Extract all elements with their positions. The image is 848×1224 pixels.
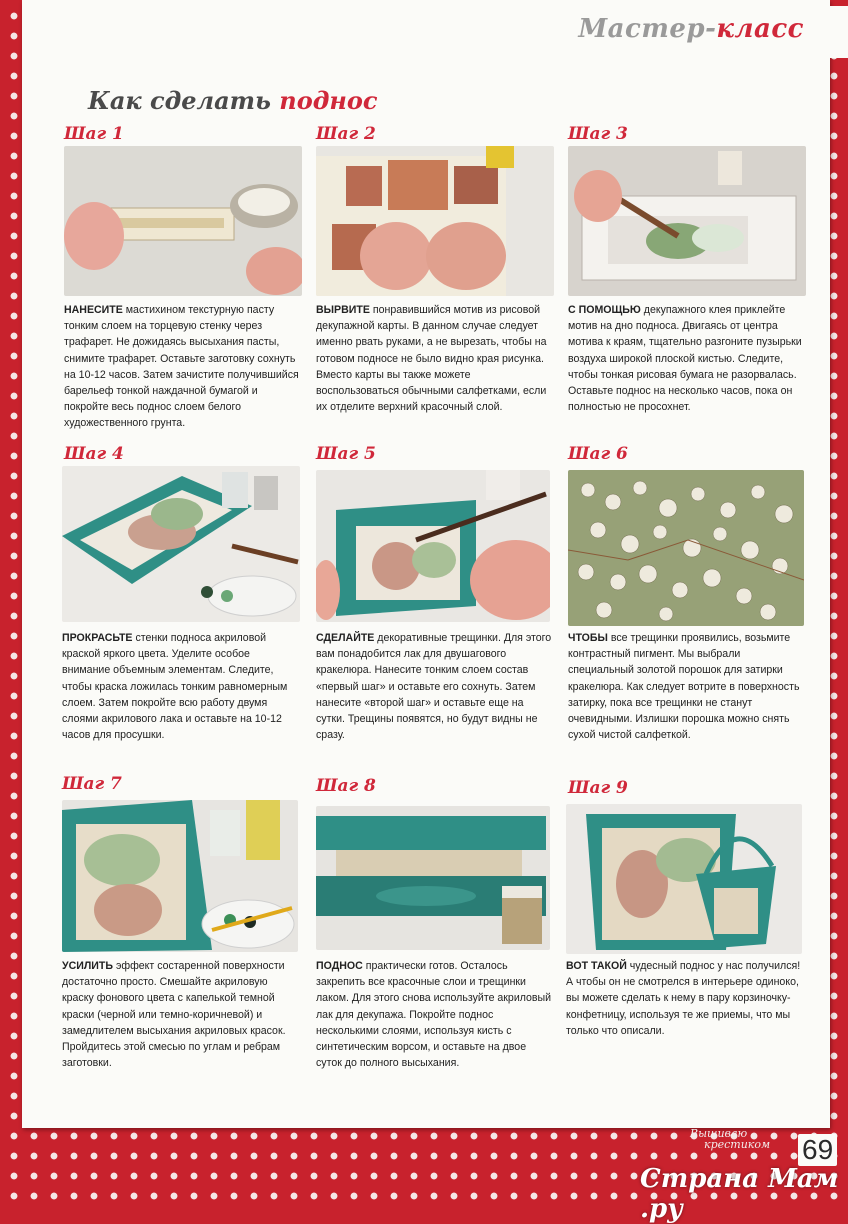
- step-3-label: Шаг 3: [568, 124, 628, 144]
- step-4-body: стенки подноса акриловой краской яркого цвета. Уделите особое внимание объемным элементам. Следите, чтобы краска ложилась тонким равномерным слоем. Затем покройте всю работу двумя слоями акрилового лака и оставьте на 10-12 часов для просушки.: [62, 632, 288, 742]
- step-9-lead: ВОТ ТАКОЙ: [566, 960, 627, 972]
- step-5-lead: СДЕЛАЙТЕ: [316, 632, 375, 644]
- step-7-body: эффект состаренной поверхности достаточно просто. Смешайте акриловую краску фонового цвета с капелькой темной краски (черной или темно-коричневой) и замедлителем высыхания акриловых красок. Пройдитесь этой смесью по углам и ребрам заготовки.: [62, 960, 286, 1070]
- step-8-lead: ПОДНОС: [316, 960, 363, 972]
- title-accent: поднос: [279, 86, 378, 115]
- step-3-photo: [568, 146, 806, 296]
- step-8-label: Шаг 8: [316, 776, 376, 796]
- brand-line-1: Вышиваю: [690, 1127, 748, 1140]
- step-7-lead: УСИЛИТЬ: [62, 960, 113, 972]
- step-6-photo: [568, 470, 804, 626]
- step-7-photo: [62, 800, 298, 952]
- step-2-photo: [316, 146, 554, 296]
- step-8-body: практически готов. Осталось закрепить все красочные слои и трещинки лаком. Для этого снова используйте акриловый лак для декупажа. Покройте поднос несколькими слоями, используя кисть с синтетическим ворсом, и оставьте на двое суток до полного высыхания.: [316, 960, 552, 1070]
- step-8-photo: [316, 806, 550, 950]
- page-number: 69: [798, 1134, 837, 1166]
- step-7-label: Шаг 7: [62, 774, 122, 794]
- step-7-text: [62, 958, 298, 1071]
- step-1-photo: [64, 146, 302, 296]
- step-1-label: Шаг 1: [64, 124, 124, 144]
- step-6-text: [568, 630, 804, 743]
- site-watermark: Страна Мам .ру: [640, 1164, 839, 1224]
- magazine-brand: [690, 1128, 790, 1150]
- step-4-lead: ПРОКРАСЬТЕ: [62, 632, 133, 644]
- step-9-body: чудесный поднос у нас получился! А чтобы он не смотрелся в интерьере одиноко, вы можете сделать к нему в пару корзиночку-конфетницу, используя те же приемы, что мы только что описали.: [566, 960, 801, 1037]
- section-label: [578, 14, 804, 44]
- step-6-lead: ЧТОБЫ: [568, 632, 608, 644]
- step-5-photo: [316, 470, 550, 622]
- step-2-lead: ВЫРВИТЕ: [316, 304, 370, 316]
- step-9-text: [566, 958, 802, 1039]
- step-9-label: Шаг 9: [568, 778, 628, 798]
- step-1-text: [64, 302, 300, 432]
- step-2-text: [316, 302, 552, 415]
- step-5-text: [316, 630, 552, 743]
- step-4-photo: [62, 466, 300, 622]
- brand-line-2: крестиком: [704, 1138, 771, 1151]
- step-8-text: [316, 958, 552, 1071]
- step-1-lead: НАНЕСИТЕ: [64, 304, 123, 316]
- step-9-photo: [566, 804, 802, 954]
- title-part1: Как сделать: [88, 86, 280, 115]
- section-label-part1: Мастер-: [578, 14, 717, 44]
- step-6-body: все трещинки проявились, возьмите контрастный пигмент. Мы выбрали специальный золотой порошок для затирки кракелюра. Как следует вотрите в поверхность затирку, пока все трещинки не станут очевидными. Излишки порошка можно снять сухой чистой салфеткой.: [568, 632, 800, 742]
- step-2-label: Шаг 2: [316, 124, 376, 144]
- step-4-label: Шаг 4: [64, 444, 124, 464]
- section-label-part2: класс: [716, 14, 804, 44]
- step-4-text: [62, 630, 298, 743]
- step-6-label: Шаг 6: [568, 444, 628, 464]
- page-title: [88, 86, 378, 115]
- step-5-body: декоративные трещинки. Для этого вам понадобится лак для двушагового кракелюра. Нанесите тонким слоем состав «первый шаг» и оставьте его сохнуть. Затем нанесите «второй шаг» и оставьте еще на сутки. Трещины появятся, но будут видны не сразу.: [316, 632, 552, 742]
- step-3-lead: С ПОМОЩЬЮ: [568, 304, 641, 316]
- step-3-text: [568, 302, 804, 415]
- step-5-label: Шаг 5: [316, 444, 376, 464]
- step-3-body: декупажного клея приклейте мотив на дно подноса. Двигаясь от центра мотива к краям, тщательно разгоните пузырьки воздуха широкой плоской кистью. Следите, чтобы тонкая рисовая бумага не разорвалась. Оставьте поднос на несколько часов, пока он полностью не просохнет.: [568, 304, 802, 414]
- step-1-body: мастихином текстурную пасту тонким слоем на торцевую стенку через трафарет. Не дожидаясь высыхания пасты, снимите трафарет. Оставьте заготовку сохнуть на 10-12 часов. Затем зачистите получившийся барельеф тонкой наждачной бумагой и покройте весь поднос слоем белого художественного грунта.: [64, 304, 299, 430]
- step-2-body: понравившийся мотив из рисовой декупажной карты. В данном случае следует именно рвать руками, а не вырезать, чтобы на готовом подносе не было видно края рисунка. Вместо карты вы также можете воспользоваться обычными салфетками, если их отделите верхний красочный слой.: [316, 304, 547, 414]
